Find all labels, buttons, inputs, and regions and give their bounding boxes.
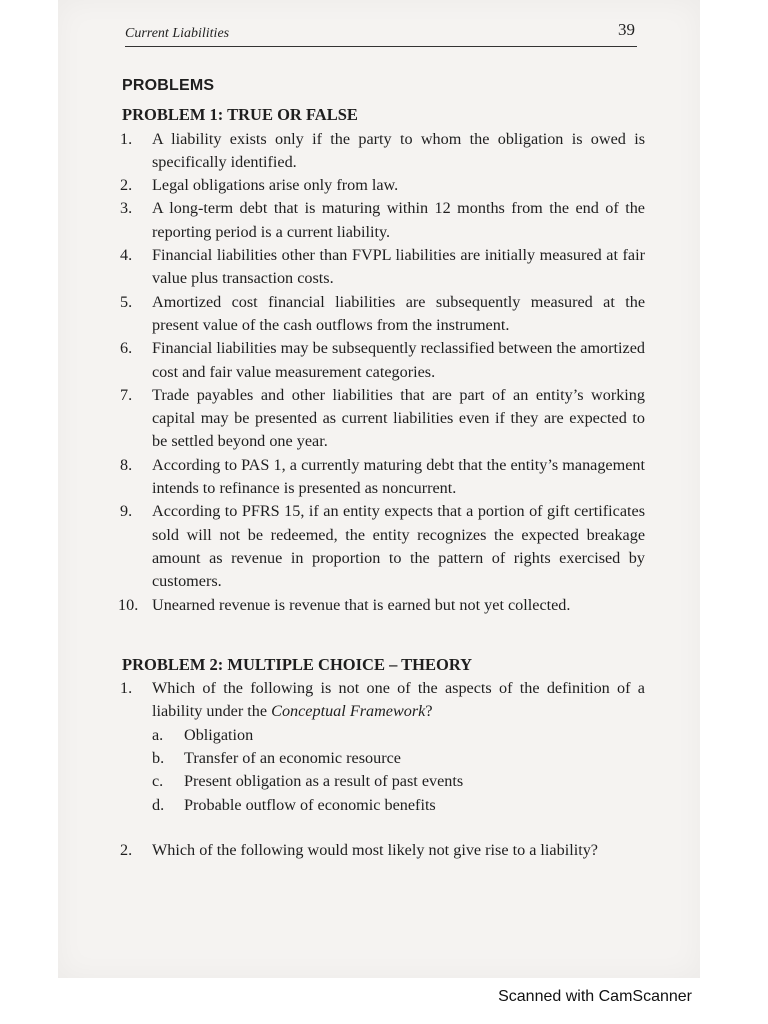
item-text: According to PAS 1, a currently maturing debt that the entity’s management intends to refinance is presented as noncurrent. <box>152 455 645 498</box>
option-letter: c. <box>152 772 164 791</box>
item-number: 2. <box>120 176 133 195</box>
problem1-item <box>120 384 645 454</box>
option-letter: a. <box>152 725 164 744</box>
item-text: Legal obligations arise only from law. <box>152 176 399 195</box>
option-letter: d. <box>152 795 165 814</box>
problem2-title: PROBLEM 2: MULTIPLE CHOICE – THEORY <box>122 654 473 674</box>
item-number: 6. <box>120 339 133 358</box>
item-text: Financial liabilities other than FVPL liabilities are initially measured at fair value plus transaction costs. <box>152 246 645 288</box>
running-header <box>125 18 637 47</box>
scanner-watermark: Scanned with CamScanner <box>498 988 692 1005</box>
item-text: Financial liabilities may be subsequently reclassified between the amortized cost and fair value measurement categories. <box>152 339 645 381</box>
problem1-item <box>120 197 645 244</box>
problem1-item <box>120 454 645 501</box>
problem1-item <box>120 337 645 384</box>
problem1-item <box>120 174 645 197</box>
option-text: Probable outflow of economic benefits <box>184 795 436 814</box>
item-number: 9. <box>120 502 133 521</box>
item-text: Amortized cost financial liabilities are subsequently measured at the present value of the cash outflows from the instrument. <box>152 292 645 334</box>
answer-option <box>152 747 645 770</box>
option-text: Present obligation as a result of past events <box>184 772 464 791</box>
item-number: 3. <box>120 199 133 218</box>
question-text-part: Which of the following is not one of the aspects of the definition of a liability under the <box>152 679 645 721</box>
answer-option <box>152 724 645 747</box>
problem1-item <box>120 244 645 291</box>
problem2-list <box>120 677 645 862</box>
question-text <box>152 679 645 720</box>
item-number: 5. <box>120 292 133 311</box>
page-number: 39 <box>618 20 635 39</box>
option-text: Obligation <box>184 725 254 744</box>
question-text-italic: Conceptual Framework <box>271 702 426 721</box>
answer-options <box>152 724 645 817</box>
item-text: Trade payables and other liabilities that are part of an entity’s working capital may be presented as current liabilities even if they are expected to be settled beyond one year. <box>152 385 645 451</box>
answer-option <box>152 794 645 817</box>
question-number: 1. <box>120 679 133 698</box>
problem1-title: PROBLEM 1: TRUE OR FALSE <box>122 105 358 125</box>
item-number: 7. <box>120 385 133 404</box>
problem1-item <box>120 128 645 175</box>
item-text: A liability exists only if the party to whom the obligation is owed is specifically identified. <box>152 129 645 171</box>
problem1-item <box>120 594 645 617</box>
problem1-item <box>120 291 645 338</box>
item-text: According to PFRS 15, if an entity expects that a portion of gift certificates sold will not be redeemed, the entity recognizes the expected breakage amount as revenue in proportion to the pattern of rights exercised by customers. <box>152 502 645 591</box>
item-text: Unearned revenue is revenue that is earned but not yet collected. <box>152 595 571 614</box>
section-title: PROBLEMS <box>122 77 215 94</box>
problem1-item <box>120 500 645 593</box>
problem2-question <box>120 839 645 862</box>
option-text: Transfer of an economic resource <box>184 749 401 768</box>
header-title: Current Liabilities <box>125 26 230 41</box>
problem1-list <box>120 128 645 617</box>
question-text-end: ? <box>425 702 433 721</box>
question-text: Which of the following would most likely not give rise to a liability? <box>152 840 598 859</box>
problem2-question <box>120 677 645 817</box>
question-number: 2. <box>120 840 133 859</box>
option-letter: b. <box>152 749 165 768</box>
answer-option <box>152 770 645 793</box>
item-text: A long-term debt that is maturing within 12 months from the end of the reporting period is a current liability. <box>152 199 645 241</box>
page-content <box>120 74 645 862</box>
item-number: 1. <box>120 129 133 148</box>
item-number: 10. <box>118 595 139 614</box>
item-number: 4. <box>120 246 133 265</box>
item-number: 8. <box>120 455 133 474</box>
